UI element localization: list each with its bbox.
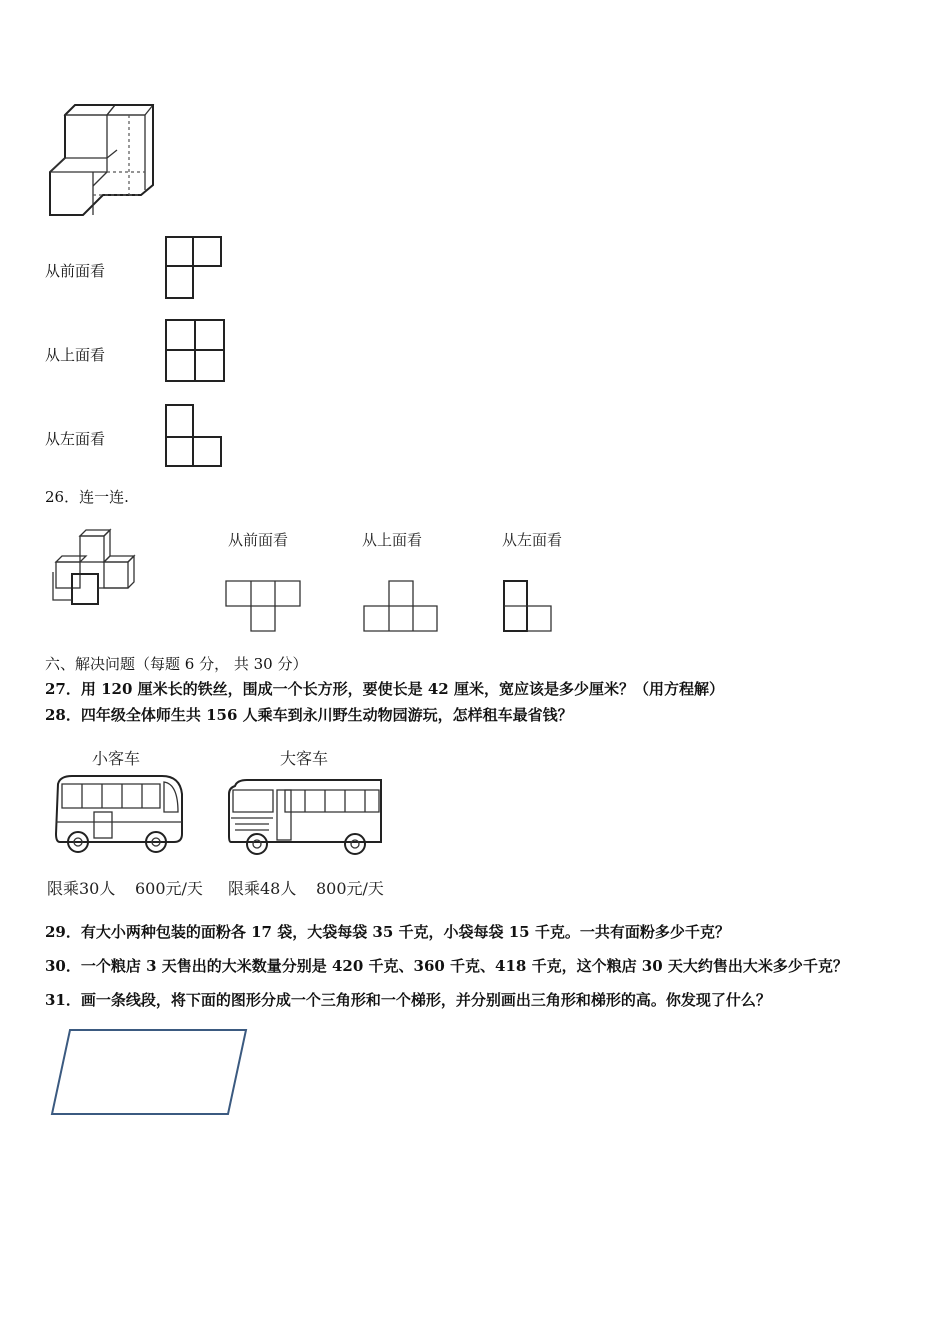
small-bus-capacity: 限乘30人 <box>47 879 116 898</box>
q30-text: 30．一个粮店 3 天售出的大米数量分别是 420 千克、360 千克、418 千克，这个粮店 30 天大约售出大米多少千克？ <box>45 957 848 975</box>
q25-left-view <box>165 404 225 468</box>
q26-top-label: 从上面看 <box>362 531 423 549</box>
large-bus-illustration <box>225 778 387 858</box>
q27-text: 27．用 120 厘米长的铁丝，围成一个长方形，要使长是 42 厘米，宽应该是多少厘米？（用方程解） <box>45 680 724 698</box>
q29-text: 29．有大小两种包装的面粉各 17 袋，大袋每袋 35 千克，小袋每袋 15 千克。一共有面粉多少千克？ <box>45 923 730 941</box>
section6-heading: 六、解决问题（每题 6 分， 共 30 分） <box>45 655 308 673</box>
large-bus-capacity: 限乘48人 <box>228 879 297 898</box>
large-bus-price: 800元/天 <box>316 879 384 898</box>
q26-title: 26．连一连. <box>45 488 129 506</box>
q25-top-label: 从上面看 <box>45 346 106 364</box>
q28-text: 28．四年级全体师生共 156 人乘车到永川野生动物园游玩，怎样租车最省钱？ <box>45 706 573 724</box>
q26-left-label: 从左面看 <box>502 531 563 549</box>
q25-cube-figure <box>45 100 160 220</box>
small-bus-price: 600元/天 <box>135 879 203 898</box>
q26-front-label: 从前面看 <box>228 531 289 549</box>
small-bus-illustration <box>52 772 187 857</box>
q26-front-view <box>225 580 303 634</box>
q31-text: 31．画一条线段，将下面的图形分成一个三角形和一个梯形，并分别画出三角形和梯形的高。你发现了什么？ <box>45 991 771 1009</box>
q26-cube-figure <box>48 528 148 608</box>
q26-top-view <box>363 580 441 634</box>
q25-front-label: 从前面看 <box>45 262 106 280</box>
q26-left-view <box>503 580 557 634</box>
parallelogram-figure <box>50 1028 250 1118</box>
q25-front-view <box>165 236 223 300</box>
q25-top-view <box>165 319 227 383</box>
large-bus-name: 大客车 <box>280 749 329 768</box>
small-bus-name: 小客车 <box>92 749 141 768</box>
q25-left-label: 从左面看 <box>45 430 106 448</box>
